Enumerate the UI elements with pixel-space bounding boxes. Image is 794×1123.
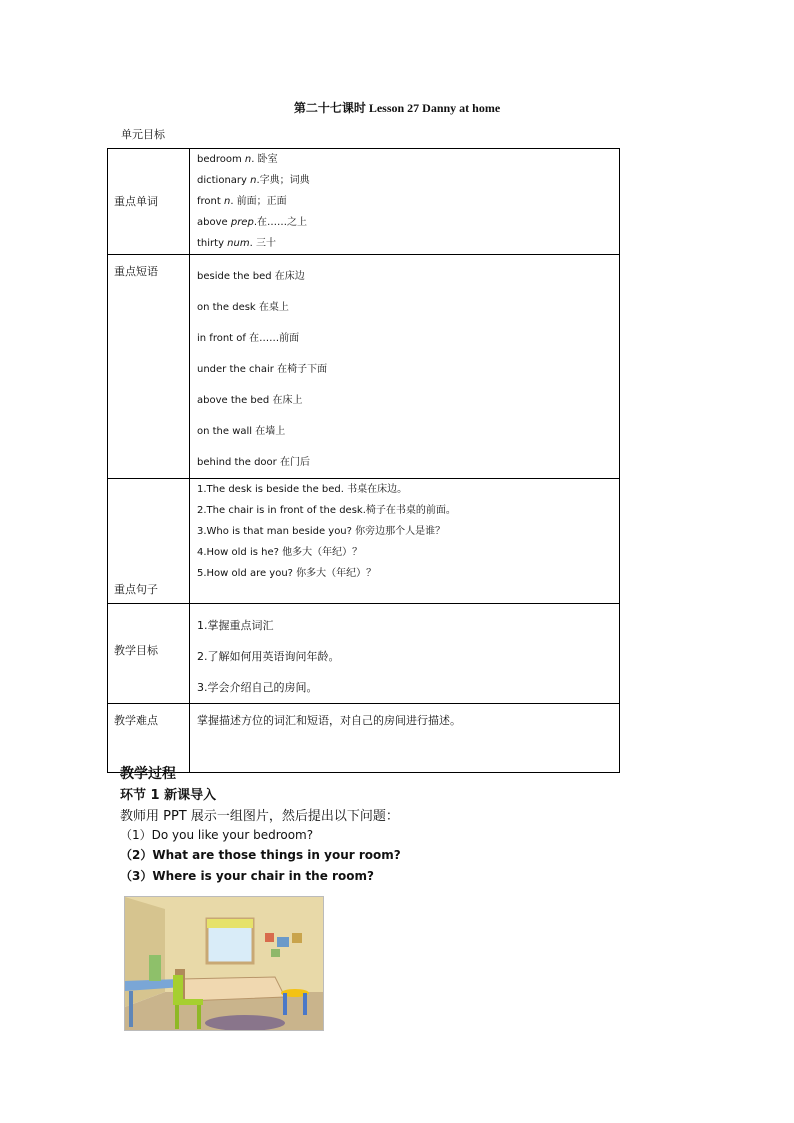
document-title: 第二十七课时 Lesson 27 Danny at home (293, 101, 501, 115)
key-word-pos: n (244, 154, 252, 165)
label-teaching-difficulty-text: 教学难点 (114, 714, 158, 727)
content-teaching-goals (190, 604, 620, 704)
chair-leg (197, 1005, 201, 1029)
key-word-item (197, 170, 619, 191)
key-word-meaning: . 前面；正面 (230, 196, 287, 207)
chair-seat (173, 999, 203, 1005)
wall-picture (271, 949, 280, 957)
key-word-item (197, 149, 619, 170)
goal-item: 1.掌握重点词汇 (197, 619, 274, 632)
desk-shelf (149, 955, 161, 981)
sentence-item: 2.The chair is in front of the desk.椅子在书桌的前面。 (197, 505, 456, 516)
label-teaching-goals-text: 教学目标 (114, 644, 158, 657)
question-3: （3）Where is your chair in the room? (120, 869, 374, 883)
teaching-difficulty-text: 掌握描述方位的词汇和短语，对自己的房间进行描述。 (197, 714, 461, 727)
table-row-teaching-difficulty (108, 704, 620, 773)
key-word-meaning: . 卧室 (251, 154, 278, 165)
phrase-item: beside the bed 在床边 (197, 271, 305, 282)
key-word-pos: n (223, 196, 231, 207)
label-key-sentences (108, 479, 190, 604)
step1-intro: 教师用 PPT 展示一组图片，然后提出以下问题： (120, 809, 399, 824)
table-row-key-sentences (108, 479, 620, 604)
content-teaching-difficulty (190, 704, 620, 773)
phrase-item: above the bed 在床上 (197, 395, 303, 406)
lesson-plan-table (107, 148, 620, 773)
phrase-item: in front of 在……前面 (197, 333, 300, 344)
phrase-item: on the desk 在桌上 (197, 302, 289, 313)
label-key-sentences-text: 重点句子 (114, 583, 158, 596)
key-word-term: thirty (197, 238, 228, 249)
wall-picture (292, 933, 302, 943)
key-word-pos: num (227, 238, 250, 249)
key-words-list (197, 149, 619, 254)
teaching-goals-list (197, 604, 619, 703)
bedroom-photo (124, 896, 324, 1031)
question-2: （2）What are those things in your room? (120, 848, 401, 862)
sentence-item: 5.How old are you? 你多大（年纪）？ (197, 568, 377, 579)
content-key-words (190, 149, 620, 255)
key-word-pos: n (250, 175, 257, 186)
label-key-words (108, 149, 190, 255)
table-row-key-phrases (108, 255, 620, 479)
sentence-item: 3.Who is that man beside you? 你旁边那个人是谁？ (197, 526, 446, 537)
phrase-item: under the chair 在椅子下面 (197, 364, 328, 375)
table-row-teaching-goals (108, 604, 620, 704)
bedroom-illustration (125, 897, 323, 1030)
key-word-item (197, 191, 619, 212)
wall-picture (277, 937, 289, 947)
phrase-item: on the wall 在墙上 (197, 426, 286, 437)
phrase-item: behind the door 在门后 (197, 457, 310, 468)
key-word-item (197, 233, 619, 254)
stool-leg (283, 993, 287, 1015)
label-teaching-goals (108, 604, 190, 704)
key-word-meaning: .字典；词典 (256, 175, 310, 186)
unit-goal-label: 单元目标 (121, 128, 165, 141)
process-heading: 教学过程 (120, 766, 176, 782)
goal-item: 2.了解如何用英语询问年龄。 (197, 650, 340, 663)
label-key-words-text: 重点单词 (114, 195, 158, 208)
key-word-pos: prep (230, 217, 254, 228)
question-1: （1）Do you like your bedroom? (120, 828, 314, 842)
bed (181, 977, 285, 1001)
curtain (207, 919, 253, 928)
label-key-phrases-text: 重点短语 (114, 265, 158, 278)
goal-item: 3.学会介绍自己的房间。 (197, 681, 318, 694)
table-row-key-words (108, 149, 620, 255)
stool-leg (303, 993, 307, 1015)
content-key-phrases (190, 255, 620, 479)
key-word-term: bedroom (197, 154, 245, 165)
key-word-meaning: .在……之上 (253, 217, 307, 228)
key-sentences-list (197, 479, 619, 584)
content-key-sentences (190, 479, 620, 604)
key-phrases-list (197, 255, 619, 478)
label-key-phrases (108, 255, 190, 479)
key-word-meaning: . 三十 (249, 238, 276, 249)
step1-heading: 环节 1 新课导入 (120, 788, 217, 803)
key-word-item (197, 212, 619, 233)
wall-picture (265, 933, 274, 942)
key-word-term: above (197, 217, 231, 228)
key-word-term: dictionary (197, 175, 251, 186)
desk-leg (129, 991, 133, 1027)
sentence-item: 4.How old is he? 他多大（年纪）？ (197, 547, 363, 558)
sentence-item: 1.The desk is beside the bed. 书桌在床边。 (197, 484, 408, 495)
chair-leg (175, 1005, 179, 1029)
key-word-term: front (197, 196, 224, 207)
